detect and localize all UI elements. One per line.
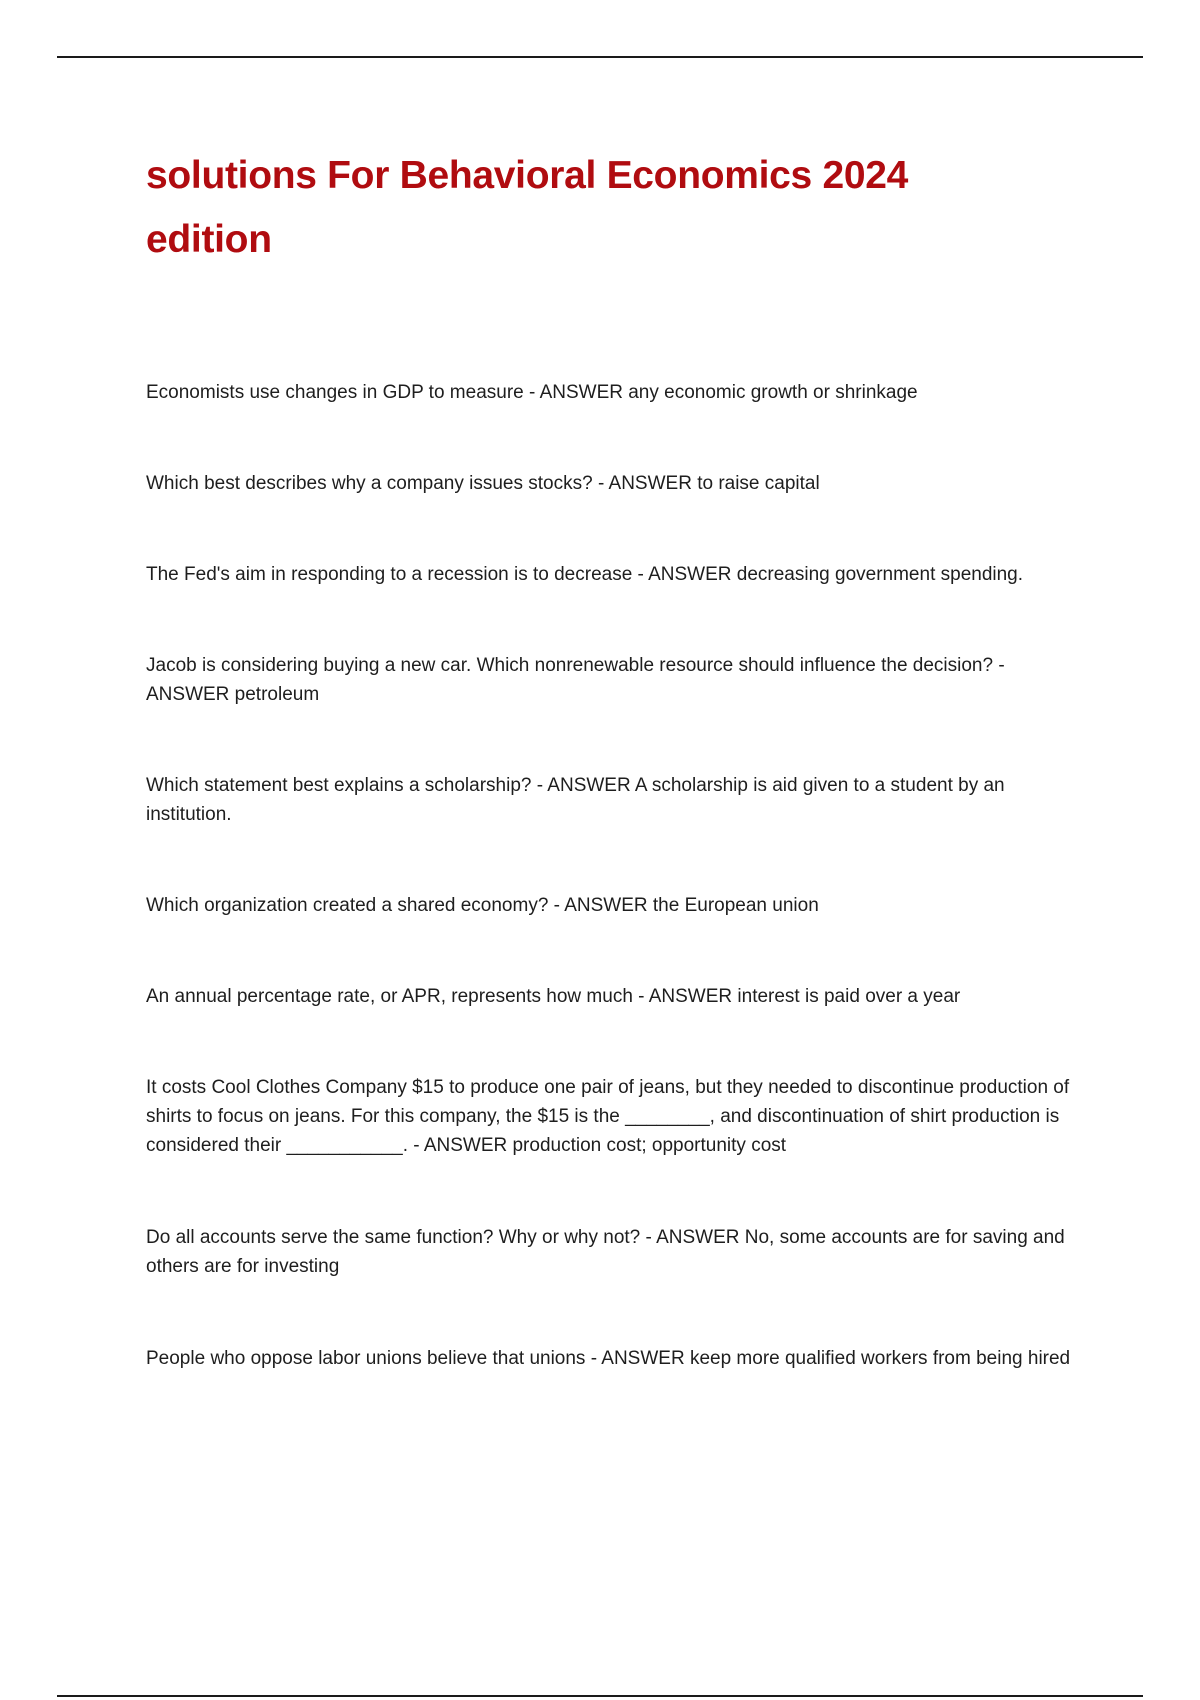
qa-item: Which organization created a shared economy? - ANSWER the European union (146, 895, 819, 916)
qa-item: Jacob is considering buying a new car. Which nonrenewable resource should influence the decision? - ANSWER petroleum (146, 655, 1005, 705)
qa-item: The Fed's aim in responding to a recession is to decrease - ANSWER decreasing government spending. (146, 564, 1024, 585)
top-rule (57, 56, 1143, 58)
qa-item: People who oppose labor unions believe that unions - ANSWER keep more qualified workers from being hired (146, 1348, 1071, 1369)
qa-item: Which best describes why a company issues stocks? - ANSWER to raise capital (146, 473, 820, 494)
qa-item: Do all accounts serve the same function? Why or why not? - ANSWER No, some accounts are for saving and others are for investing (146, 1227, 1065, 1277)
document-title: solutions For Behavioral Economics 2024 edition (146, 154, 909, 261)
bottom-rule (57, 1695, 1143, 1697)
qa-item: Economists use changes in GDP to measure - ANSWER any economic growth or shrinkage (146, 382, 918, 403)
qa-item: Which statement best explains a scholarship? - ANSWER A scholarship is aid given to a student by an institution. (146, 775, 1005, 825)
qa-item: An annual percentage rate, or APR, represents how much - ANSWER interest is paid over a year (146, 986, 961, 1007)
qa-item: It costs Cool Clothes Company $15 to produce one pair of jeans, but they needed to discontinue production of shirts to focus on jeans. For this company, the $15 is the ________, and discontinuation of shirt production is considered their ___________. - ANSWER production cost; opportunity cost (146, 1077, 1070, 1156)
